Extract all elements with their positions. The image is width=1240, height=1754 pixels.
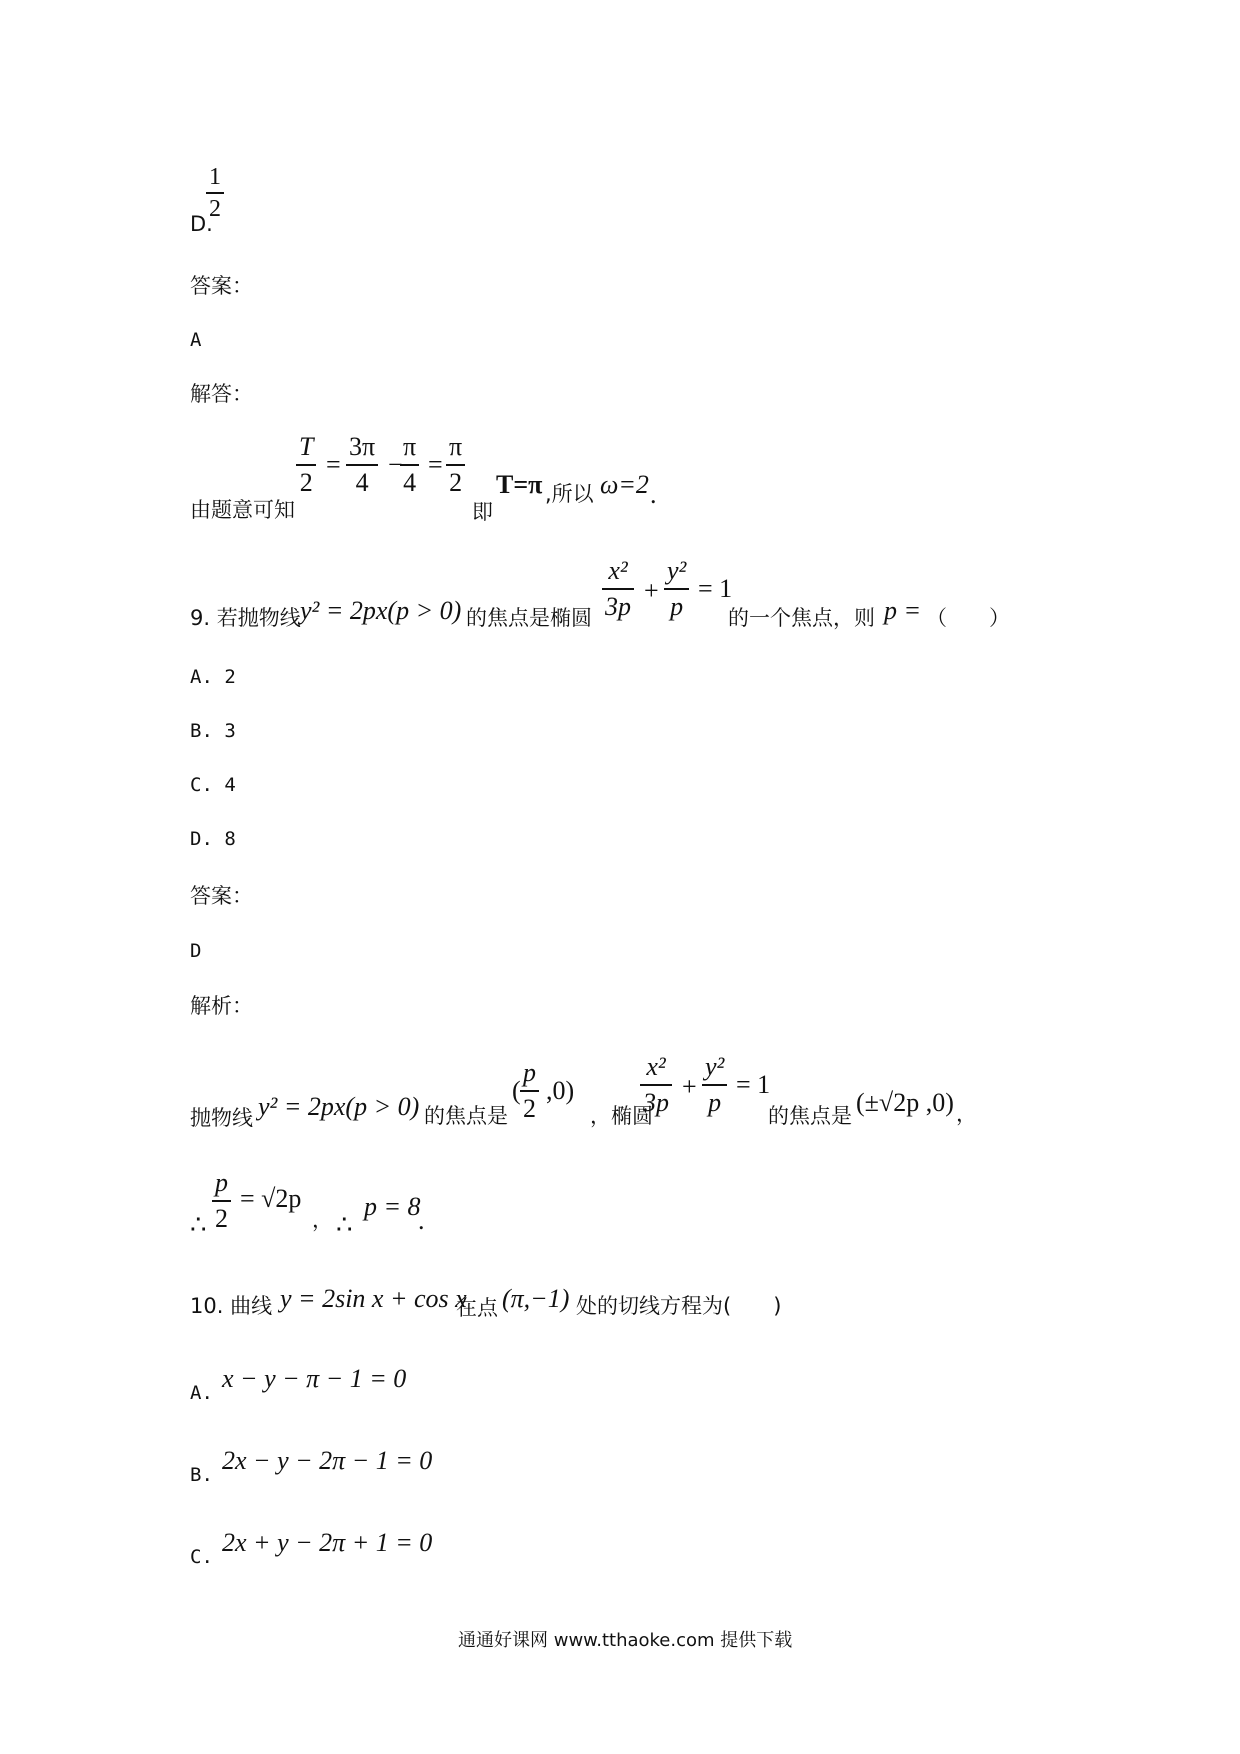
- q9-stem-middle: 的焦点是椭圆: [466, 606, 592, 630]
- comma: ，: [956, 1102, 977, 1126]
- omega-equals-2: ω=2: [600, 470, 649, 499]
- q9-option-d: D. 8: [190, 828, 236, 850]
- equals-one: = 1: [698, 574, 733, 603]
- fraction-pi-over-2: [446, 432, 465, 498]
- answer-heading: 答案：: [190, 884, 253, 908]
- denominator: p: [670, 592, 684, 621]
- solution-heading: 解答：: [190, 382, 253, 406]
- numerator: x²: [608, 556, 628, 585]
- denominator: 3p: [605, 592, 631, 621]
- denominator: 4: [403, 468, 417, 497]
- sol2-ellipse-fraction-y: [702, 1052, 727, 1118]
- option-d-label: D.: [190, 212, 213, 236]
- denominator: 2: [449, 468, 463, 497]
- q10-point: (π,−1): [502, 1284, 570, 1313]
- fraction-p-over-2: [212, 1168, 231, 1234]
- q9-option-a: A. 2: [190, 666, 236, 688]
- q10-stem-start: 10. 曲线: [190, 1294, 273, 1318]
- period: .: [650, 480, 657, 509]
- q10-option-a-label: A.: [190, 1382, 213, 1404]
- option-d-denominator: 2: [209, 196, 221, 222]
- denominator: 2: [215, 1204, 228, 1233]
- q10-stem-end: 处的切线方程为( ): [576, 1294, 782, 1318]
- answer-heading: 答案：: [190, 274, 253, 298]
- numerator: 3π: [349, 432, 376, 461]
- denominator: p: [708, 1088, 722, 1117]
- denominator: 4: [355, 468, 369, 497]
- q9-stem-end: 的一个焦点，则: [728, 606, 875, 630]
- sol2-text-focus2: 的焦点是: [768, 1104, 852, 1128]
- open-paren: (: [512, 1076, 521, 1105]
- plus-sign: +: [644, 576, 659, 605]
- text-ji: 即: [472, 500, 493, 524]
- therefore-symbol: ∴: [190, 1210, 207, 1239]
- sol2-ellipse-fraction-x: [640, 1052, 672, 1118]
- q9-ellipse-fraction-x: [602, 556, 634, 622]
- fraction-3pi-over-4: [346, 432, 378, 498]
- numerator: p: [215, 1168, 228, 1197]
- comma: ，: [312, 1208, 333, 1232]
- solution-prefix: 由题意可知: [190, 498, 295, 522]
- q9-ellipse-fraction-y: [664, 556, 689, 622]
- q10-option-c-equation: 2x + y − 2π + 1 = 0: [222, 1528, 433, 1557]
- option-d-numerator: 1: [209, 164, 221, 190]
- q10-option-b-label: B.: [190, 1464, 213, 1486]
- answer-value: D: [190, 940, 202, 962]
- t-equals-pi: T=π: [496, 470, 543, 499]
- numerator: x²: [646, 1052, 666, 1081]
- denominator: 3p: [643, 1088, 669, 1117]
- q10-curve-equation: y = 2sin x + cos x: [280, 1284, 467, 1313]
- option-d-fraction: [206, 164, 224, 222]
- sol2-text-focus: 的焦点是: [424, 1104, 508, 1128]
- focus-fraction-p-over-2: [520, 1058, 539, 1124]
- fraction-pi-over-4: [400, 432, 419, 498]
- numerator: π: [449, 432, 463, 461]
- analysis-heading: 解析：: [190, 994, 253, 1018]
- focus-close: ,0): [546, 1076, 575, 1105]
- equals-sign: =: [326, 450, 341, 479]
- minus-sign: −: [388, 450, 403, 479]
- p-equals-8: p = 8: [364, 1192, 421, 1221]
- q10-option-b-equation: 2x − y − 2π − 1 = 0: [222, 1446, 433, 1475]
- sol2-parabola-equation: y² = 2px(p > 0): [258, 1092, 420, 1121]
- numerator: π: [403, 432, 417, 461]
- page-footer: 通通好课网 www.tthaoke.com 提供下载: [458, 1630, 793, 1651]
- numerator: p: [523, 1058, 536, 1087]
- numerator: T: [299, 432, 314, 461]
- sol2-text-ellipse: ，椭圆: [590, 1104, 653, 1128]
- period: .: [418, 1206, 425, 1235]
- text-suoyi: ,所以: [545, 482, 594, 506]
- numerator: y²: [705, 1052, 725, 1081]
- equals-sign: =: [428, 450, 443, 479]
- sol2-focus2: (±√2p ,0): [856, 1088, 954, 1117]
- q10-option-c-label: C.: [190, 1546, 213, 1568]
- p-equals: p =: [884, 596, 922, 625]
- q9-option-b: B. 3: [190, 720, 236, 742]
- q10-option-a-equation: x − y − π − 1 = 0: [222, 1364, 407, 1393]
- therefore-symbol: ∴: [336, 1210, 353, 1239]
- q10-stem-middle: 在点: [456, 1296, 498, 1320]
- denominator: 2: [299, 468, 313, 497]
- answer-paren: （ ）: [926, 606, 1010, 630]
- q9-option-c: C. 4: [190, 774, 236, 796]
- plus-sign: +: [682, 1072, 697, 1101]
- numerator: y²: [667, 556, 687, 585]
- q9-stem-start: 9. 若抛物线: [190, 606, 301, 630]
- denominator: 2: [523, 1094, 536, 1123]
- equals-one: = 1: [736, 1070, 771, 1099]
- equals-sqrt-2p: = √2p: [240, 1184, 302, 1213]
- fraction-t-over-2: [296, 432, 316, 498]
- sol2-text-parabola: 抛物线: [190, 1106, 253, 1130]
- answer-value: A: [190, 329, 202, 351]
- q9-parabola-equation: y² = 2px(p > 0): [300, 596, 462, 625]
